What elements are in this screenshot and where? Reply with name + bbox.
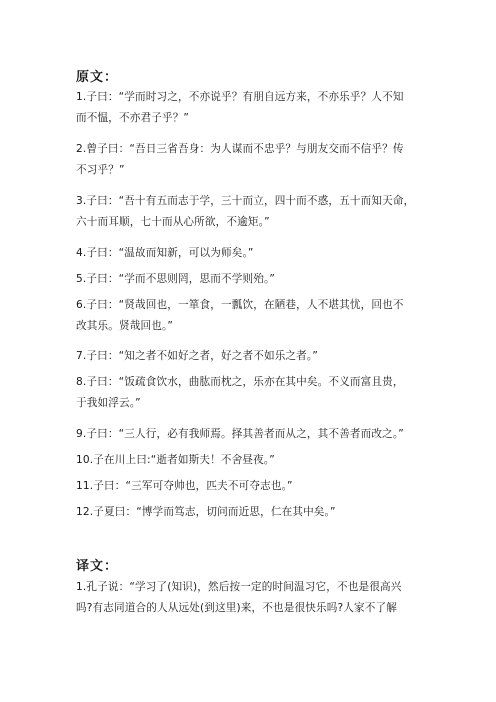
text-line: 不习乎？”: [76, 164, 125, 176]
text-line: 3.子曰：“吾十有五而志于学，三十而立，四十而不惑，五十而知天命，: [76, 195, 415, 207]
text-line: 12.子夏曰：“博学而笃志，切问而近思，仁在其中矣。”: [76, 506, 336, 518]
original-item-9: [76, 424, 426, 445]
original-item-11: [76, 476, 426, 497]
text-line: 9.子曰：“三人行，必有我师焉。择其善者而从之，其不善者而改之。”: [76, 428, 404, 440]
original-item-3: [76, 191, 426, 233]
text-line: 7.子曰：“知之者不如好之者，好之者不如乐之者。”: [76, 350, 319, 362]
text-line: 六十而耳顺，七十而从心所欲，不逾矩。”: [76, 216, 270, 228]
original-item-2: [76, 139, 426, 181]
text-line: 11.子曰：“三军可夺帅也，匹夫不可夺志也。”: [76, 480, 293, 492]
original-item-10: [76, 450, 426, 471]
text-line: 吗?有志同道合的人从远处(到这里)来，不也是很快乐吗?人家不了解: [76, 602, 397, 614]
original-item-5: [76, 269, 426, 290]
original-item-6: [76, 295, 426, 337]
original-heading: 原文：: [76, 70, 119, 85]
original-item-4: [76, 243, 426, 264]
text-line: 6.子曰：“贤哉回也，一箪食，一瓢饮，在陋巷，人不堪其忧，回也不: [76, 299, 404, 311]
original-item-12: [76, 502, 426, 523]
text-line: 5.子曰：“学而不思则罔，思而不学则殆。”: [76, 273, 276, 285]
text-line: 于我如浮云。”: [76, 397, 141, 409]
text-line: 改其乐。贤哉回也。”: [76, 320, 174, 332]
text-line: 4.子曰：“温故而知新，可以为师矣。”: [76, 247, 254, 259]
translation-item-1: [76, 577, 426, 619]
text-line: 2.曾子曰：“吾日三省吾身：为人谋而不忠乎？与朋友交而不信乎？传: [76, 143, 404, 155]
text-line: 1.子曰：“学而时习之，不亦说乎？有朋自远方来，不亦乐乎？人不知: [76, 91, 404, 103]
text-line: 10.子在川上曰:“逝者如斯夫！不舍昼夜。”: [76, 454, 275, 466]
original-item-7: [76, 346, 426, 367]
text-line: 而不愠，不亦君子乎？”: [76, 112, 190, 124]
text-line: 8.子曰：“饭疏食饮水，曲肱而枕之，乐亦在其中矣。不义而富且贵，: [76, 376, 404, 388]
text-line: 1.孔子说：“学习了(知识)，然后按一定的时间温习它，不也是很高兴: [76, 581, 402, 593]
original-item-8: [76, 372, 426, 414]
original-item-1: [76, 87, 426, 129]
translation-heading: 译文：: [76, 559, 119, 574]
